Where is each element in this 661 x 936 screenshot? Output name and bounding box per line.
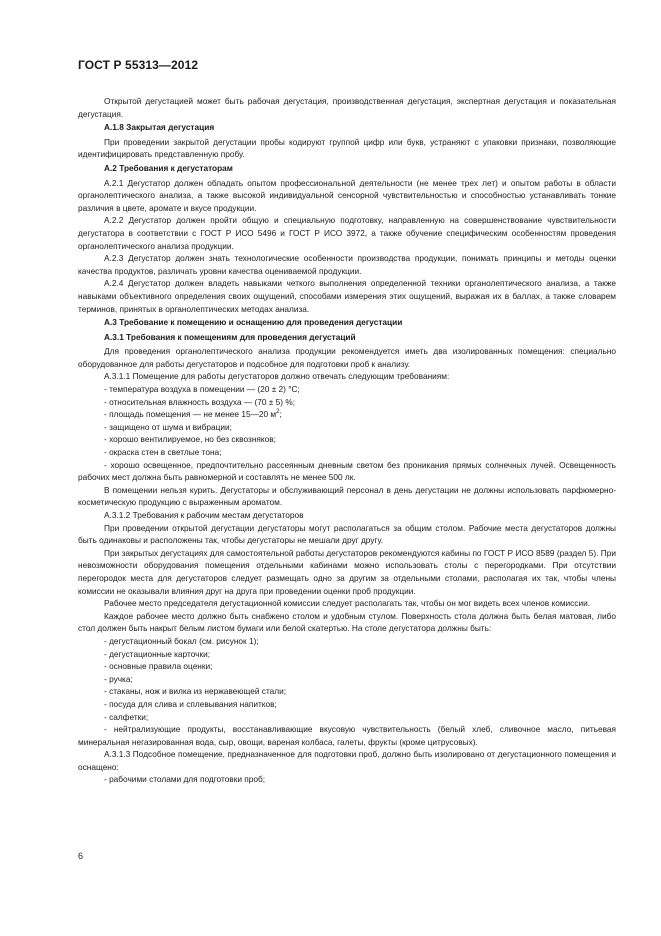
- list-item-text: - площадь помещения — не менее 15—20 м: [104, 409, 277, 420]
- paragraph: Открытой дегустацией может быть рабочая дегустация, производственная дегустация, экспертная дегустация и показательная дегустация.: [78, 96, 616, 119]
- list-item: - защищено от шума и вибрации;: [104, 421, 232, 432]
- paragraph: А.3.1.3 Подсобное помещение, предназначенное для подготовки проб, должно быть изолировано от дегустационного помещения и оснащено:: [78, 749, 616, 772]
- paragraph: А.2.1 Дегустатор должен обладать опытом профессиональной деятельности (не менее трех лет) и опытом работы в области органолептического анализа, а также высокой индивидуальной сенсорной чувствительностью и способностью устанавливать тонкие различия в цвете, аромате и вкусе продукции.: [78, 177, 616, 213]
- paragraph: - хорошо освещенное, предпочтительно рассеянным дневным светом без проникания прямых солнечных лучей. Освещенность рабочих мест должна быть равномерной и составлять не менее 500 лк.: [78, 459, 616, 483]
- paragraph: А.3.1.1 Помещение для работы дегустаторов должно отвечать следующим требованиям:: [104, 371, 450, 382]
- list-item: - хорошо вентилируемое, но без сквозняков;: [104, 434, 276, 445]
- section-heading: А.2 Требования к дегустаторам: [104, 162, 233, 173]
- section-heading: А.3.1 Требования к помещениям для проведения дегустаций: [104, 331, 356, 342]
- list-item: - салфетки;: [104, 711, 149, 722]
- list-item: - дегустационные карточки;: [104, 648, 211, 659]
- paragraph: А.3.1.2 Требования к рабочим местам дегустаторов: [104, 510, 304, 520]
- list-item: - ручка;: [104, 673, 133, 684]
- paragraph: При проведении открытой дегустации дегустаторы могут располагаться за общим столом. Рабочие места дегустаторов должны быть одинаковы и расположены так, чтобы дегустаторы не мешали друг другу.: [78, 522, 616, 546]
- list-item: - рабочими столами для подготовки проб;: [104, 774, 266, 785]
- list-item: - относительная влажность воздуха — (70 ± 5) %;: [104, 396, 296, 407]
- superscript: 2: [276, 409, 280, 416]
- paragraph: - нейтрализующие продукты, восстанавливающие вкусовую чувствительность (белый хлеб, сливочное масло, питьевая минеральная негазированная вода, сыр, овощи, вареная колбаса, галеты, фрукты (кроме цитрусовых).: [78, 724, 616, 747]
- list-item: - температура воздуха в помещении — (20 ± 2) °С;: [104, 384, 300, 395]
- page-number: 6: [78, 851, 84, 861]
- paragraph: Каждое рабочее место должно быть снабжено столом и удобным стулом. Поверхность стола должна быть белая матовая, либо стол должен быть накрыт белым листом бумаги или белой скатертью. На столе дегустатора должны быть:: [78, 610, 616, 634]
- paragraph: В помещении нельзя курить. Дегустаторы и обслуживающий персонал в день дегустации не должны использовать парфюмерно-косметическую продукцию с выраженным ароматом.: [78, 484, 616, 508]
- list-item: - дегустационный бокал (см. рисунок 1);: [104, 635, 259, 646]
- list-item: [78, 408, 616, 421]
- section-heading: А.1.8 Закрытая дегустация: [104, 122, 215, 133]
- paragraph: А.2.4 Дегустатор должен владеть навыками четкого выполнения определенной техники органолептического анализа, а также навыками объективного определения своих ощущений, способами измерения этих ощущений, выражая их в баллах, а также словарем терминов, принятых в органолептических методах анализа.: [78, 278, 616, 314]
- paragraph: А.2.2 Дегустатор должен пройти общую и специальную подготовку, направленную на совершенствование чувствительности дегустатора в соответствии с ГОСТ Р ИСО 5496 и ГОСТ Р ИСО 3972, а также обучение специфическим особенностям проведения органолептического анализа продукции.: [78, 215, 616, 251]
- list-item-end: ;: [279, 409, 282, 420]
- list-item: - окраска стен в светлые тона;: [104, 447, 222, 458]
- paragraph: Рабочее место председателя дегустационной комиссии следует располагать так, чтобы он мог видеть всех членов комиссии.: [104, 598, 591, 609]
- document-header: ГОСТ Р 55313—2012: [78, 58, 199, 72]
- paragraph: При проведении закрытой дегустации пробы кодируют группой цифр или букв, устраняют с упаковки признаки, позволяющие идентифицировать представленную пробу.: [78, 136, 616, 160]
- paragraph: Для проведения органолептического анализа продукции рекомендуется иметь два изолированных помещения: специально оборудованное для работы дегустаторов и подсобное для подготовки проб к анализу.: [78, 346, 616, 369]
- list-item: - посуда для слива и сплевывания напитков;: [104, 698, 277, 709]
- section-heading: А.3 Требование к помещению и оснащению для проведения дегустации: [104, 317, 403, 328]
- paragraph: При закрытых дегустациях для самостоятельной работы дегустаторов рекомендуются кабины по ГОСТ Р ИСО 8589 (раздел 5). При невозможности оборудования помещения отдельными кабинами можно использовать столы с перегородками. При отсутствии перегородок места для дегустаторов следует размещать одно за другим за отдельными столами, располагая их так, чтобы члены комиссии не оказывали влияния друг на друга при проведении оценки проб продукции.: [78, 547, 616, 596]
- list-item: - стаканы, нож и вилка из нержавеющей стали;: [104, 686, 287, 697]
- list-item: - основные правила оценки;: [104, 661, 213, 672]
- paragraph: А.2.3 Дегустатор должен знать технологические особенности производства продукции, понимать принципы и методы оценки качества продуктов, различать уровни качества оцениваемой продукции.: [78, 253, 616, 276]
- document-page: [78, 58, 616, 786]
